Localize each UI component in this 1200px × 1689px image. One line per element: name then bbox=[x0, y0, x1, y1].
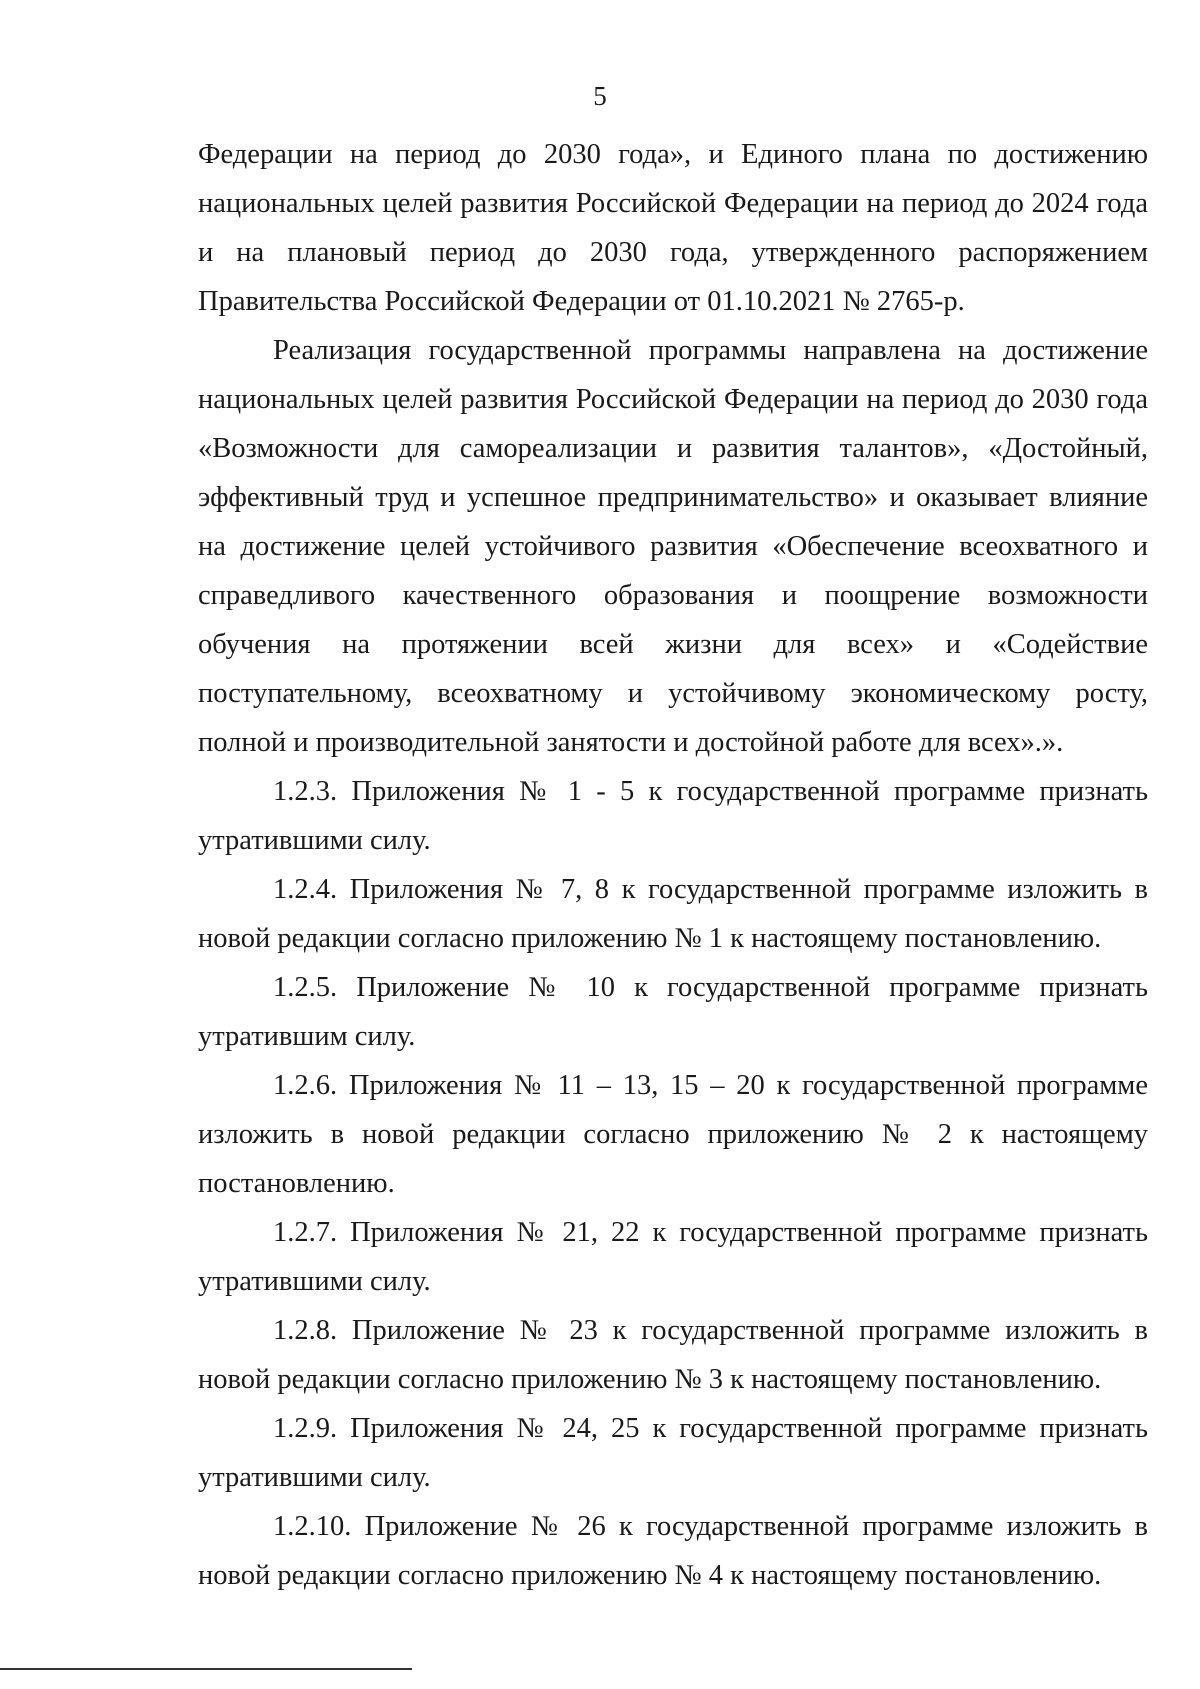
paragraph-program-goals: Реализация государственной программы направлена на достижение национальных целей развития Российской Федерации на период до 2030 года «Возможности для самореализации и развития талантов», «Достойный, эффективный труд и успешное предпринимательство» и оказывает влияние на достижение целей устойчивого развития «Обеспечение всеохватного и справедливого качественного образования и поощрение возможности обучения на протяжении всей жизни для всех» и «Содействие поступательному, всеохватному и устойчивому экономическому росту, полной и производительной занятости и достойной работе для всех».». bbox=[198, 335, 1148, 758]
paragraph-1-2-9: 1.2.9. Приложения № 24, 25 к государственной программе признать утратившими силу. bbox=[198, 1413, 1148, 1493]
paragraph-1-2-6: 1.2.6. Приложения № 11 – 13, 15 – 20 к государственной программе изложить в новой редакции согласно приложению № 2 к настоящему постановлению. bbox=[198, 1070, 1148, 1199]
paragraph-1-2-3: 1.2.3. Приложения № 1 - 5 к государственной программе признать утратившими силу. bbox=[198, 776, 1148, 856]
paragraph-1-2-5: 1.2.5. Приложение № 10 к государственной программе признать утратившим силу. bbox=[198, 972, 1148, 1052]
paragraph-1-2-7: 1.2.7. Приложения № 21, 22 к государственной программе признать утратившими силу. bbox=[198, 1217, 1148, 1297]
page-number: 5 bbox=[593, 81, 607, 111]
document-body bbox=[198, 130, 1148, 1600]
paragraph-continuation: Федерации на период до 2030 года», и Единого плана по достижению национальных целей развития Российской Федерации на период до 2024 года и на плановый период до 2030 года, утвержденного распоряжением Правительства Российской Федерации от 01.10.2021 № 2765-р. bbox=[198, 139, 1148, 317]
footer-divider bbox=[0, 1668, 412, 1670]
paragraph-1-2-4: 1.2.4. Приложения № 7, 8 к государственной программе изложить в новой редакции согласно приложению № 1 к настоящему постановлению. bbox=[198, 874, 1148, 954]
paragraph-1-2-10: 1.2.10. Приложение № 26 к государственной программе изложить в новой редакции согласно приложению № 4 к настоящему постановлению. bbox=[198, 1511, 1148, 1591]
paragraph-1-2-8: 1.2.8. Приложение № 23 к государственной программе изложить в новой редакции согласно приложению № 3 к настоящему постановлению. bbox=[198, 1315, 1148, 1395]
